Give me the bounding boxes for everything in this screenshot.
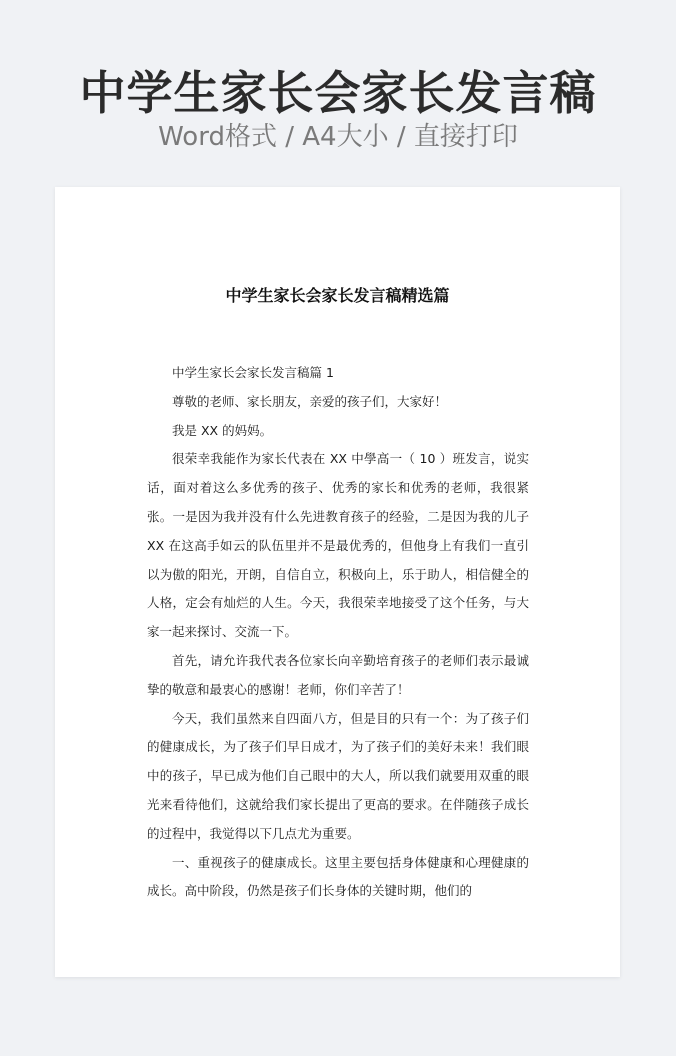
paragraph-introduction: 我是 XX 的妈妈。 — [172, 422, 273, 438]
banner-subtitle: Word格式 / A4大小 / 直接打印 — [158, 122, 518, 152]
paragraph-purpose: 今天，我们虽然来自四面八方，但是目的只有一个：为了孩子们的健康成长，为了孩子们早日成才，为了孩子们的美好未来！我们眼中的孩子，早已成为他们自己眼中的大人，所以我们就要用双重的眼光来看待他们，这就给我们家长提出了更高的要求。在伴随孩子成长的过程中，我觉得以下几点尤为重要。 — [147, 710, 529, 841]
paragraph-thanks: 首先，请允许我代表各位家长向辛勤培育孩子的老师们表示最诚挚的敬意和最衷心的感谢！老师，你们辛苦了！ — [147, 652, 529, 697]
document-title: 中学生家长会家长发言稿精选篇 — [225, 286, 450, 305]
document-body — [147, 359, 529, 906]
banner-title: 中学生家长会家长发言稿 — [79, 66, 597, 120]
paragraph-honor: 很荣幸我能作为家长代表在 XX 中學高一（ 10 ）班发言，说实话，面对着这么多优秀的孩子、优秀的家长和优秀的老师，我很紧张。一是因为我并没有什么先进教育孩子的经验，二是因为我的儿子 XX 在这高手如云的队伍里并不是最优秀的，但他身上有我们一直引以为傲的阳光，开朗，自信自立，积极向上，乐于助人，相信健全的人格，定会有灿烂的人生。今天，我很荣幸地接受了这个任务，与大家一起来探讨、交流一下。 — [147, 451, 529, 640]
paragraph-heading: 中学生家长会家长发言稿篇 1 — [172, 365, 334, 380]
document-page — [55, 187, 620, 977]
paragraph-point-one: 一、重视孩子的健康成长。这里主要包括身体健康和心理健康的成长。高中阶段，仍然是孩子们长身体的关键时期，他们的 — [147, 854, 529, 899]
paragraph-greeting: 尊敬的老师、家长朋友，亲爱的孩子们，大家好！ — [172, 393, 448, 409]
